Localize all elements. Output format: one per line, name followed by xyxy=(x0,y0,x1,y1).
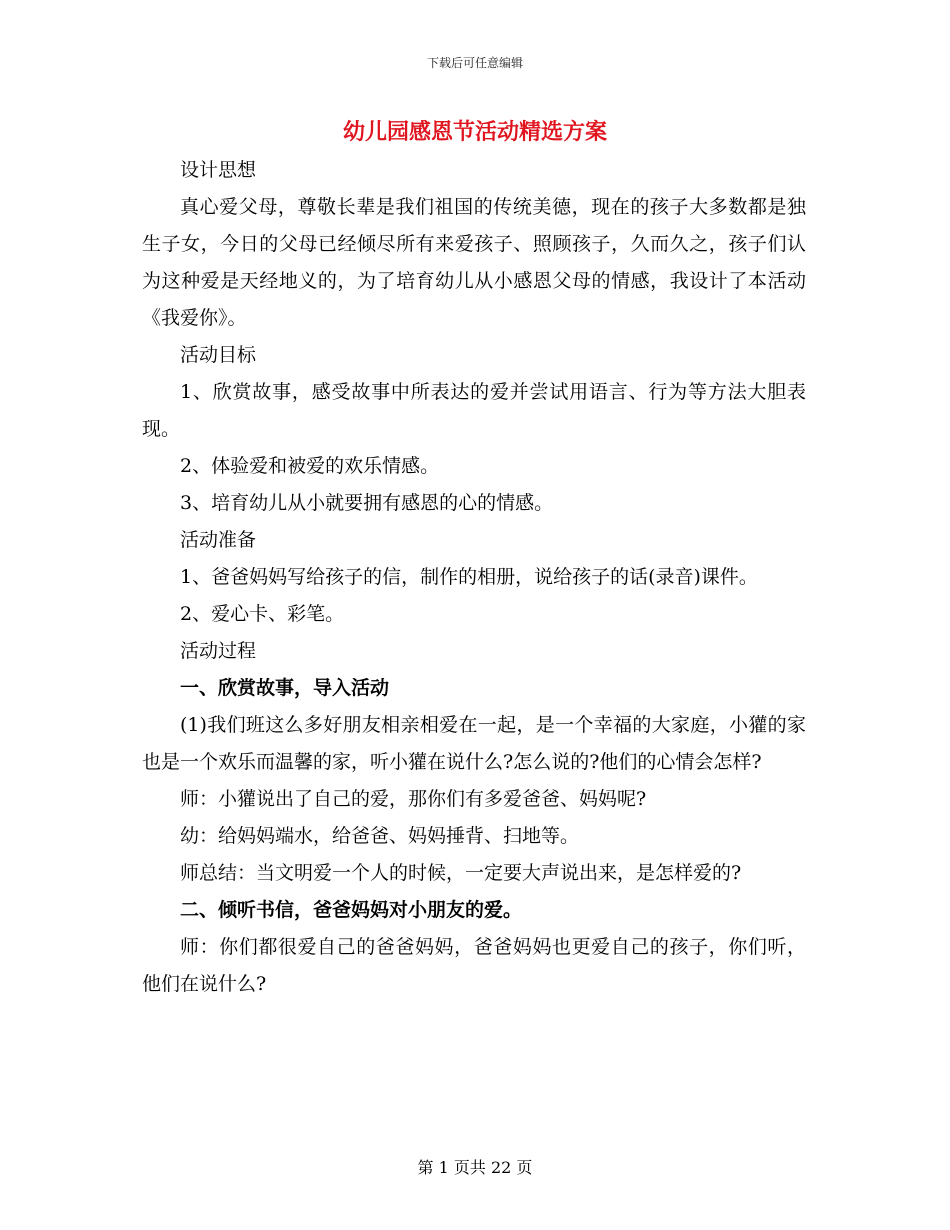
section-heading-design: 设计思想 xyxy=(180,159,257,181)
preparation-item-2: 2、爱心卡、彩笔。 xyxy=(180,603,345,625)
process-step-1-text: (1)我们班这么多好朋友相亲相爱在一起，是一个幸福的大家庭，小獾的家也是一个欢乐而温馨的家，听小獾在说什么?怎么说的?他们的心情会怎样? xyxy=(142,714,806,773)
section-heading-goals: 活动目标 xyxy=(180,344,257,366)
process-step-1-heading: 一、欣赏故事，导入活动 xyxy=(180,677,390,699)
paragraph-design-text: 真心爱父母，尊敬长辈是我们祖国的传统美德，现在的孩子大多数都是独生子女，今日的父母已经倾尽所有来爱孩子、照顾孩子，久而久之，孩子们认为这种爱是天经地义的，为了培育幼儿从小感恩父母的情感，我设计了本活动《我爱你》。 xyxy=(142,196,806,329)
goal-item-3: 3、培育幼儿从小就要拥有感恩的心的情感。 xyxy=(180,492,554,514)
goal-item-1: 1、欣赏故事，感受故事中所表达的爱并尝试用语言、行为等方法大胆表现。 xyxy=(142,381,806,440)
teacher-line-1: 师：小獾说出了自己的爱，那你们有多爱爸爸、妈妈呢? xyxy=(180,788,647,810)
preparation-item-1: 1、爸爸妈妈写给孩子的信，制作的相册，说给孩子的话(录音)课件。 xyxy=(180,566,758,588)
section-heading-preparation: 活动准备 xyxy=(180,529,257,551)
page-footer: 第 1 页共 22 页 xyxy=(417,1158,533,1177)
goal-item-2: 2、体验爱和被爱的欢乐情感。 xyxy=(180,455,440,477)
document-body xyxy=(142,152,806,1003)
process-step-2-heading: 二、倾听书信，爸爸妈妈对小朋友的爱。 xyxy=(180,899,523,921)
teacher-line-2: 师：你们都很爱自己的爸爸妈妈，爸爸妈妈也更爱自己的孩子，你们听，他们在说什么? xyxy=(142,936,806,995)
page-header-note: 下载后可任意编辑 xyxy=(426,56,523,70)
child-line-1: 幼：给妈妈端水，给爸爸、妈妈捶背、扫地等。 xyxy=(180,825,580,847)
section-heading-process: 活动过程 xyxy=(180,640,257,662)
teacher-summary: 师总结：当文明爱一个人的时候，一定要大声说出来，是怎样爱的? xyxy=(180,862,742,884)
document-title: 幼儿园感恩节活动精选方案 xyxy=(342,119,607,145)
